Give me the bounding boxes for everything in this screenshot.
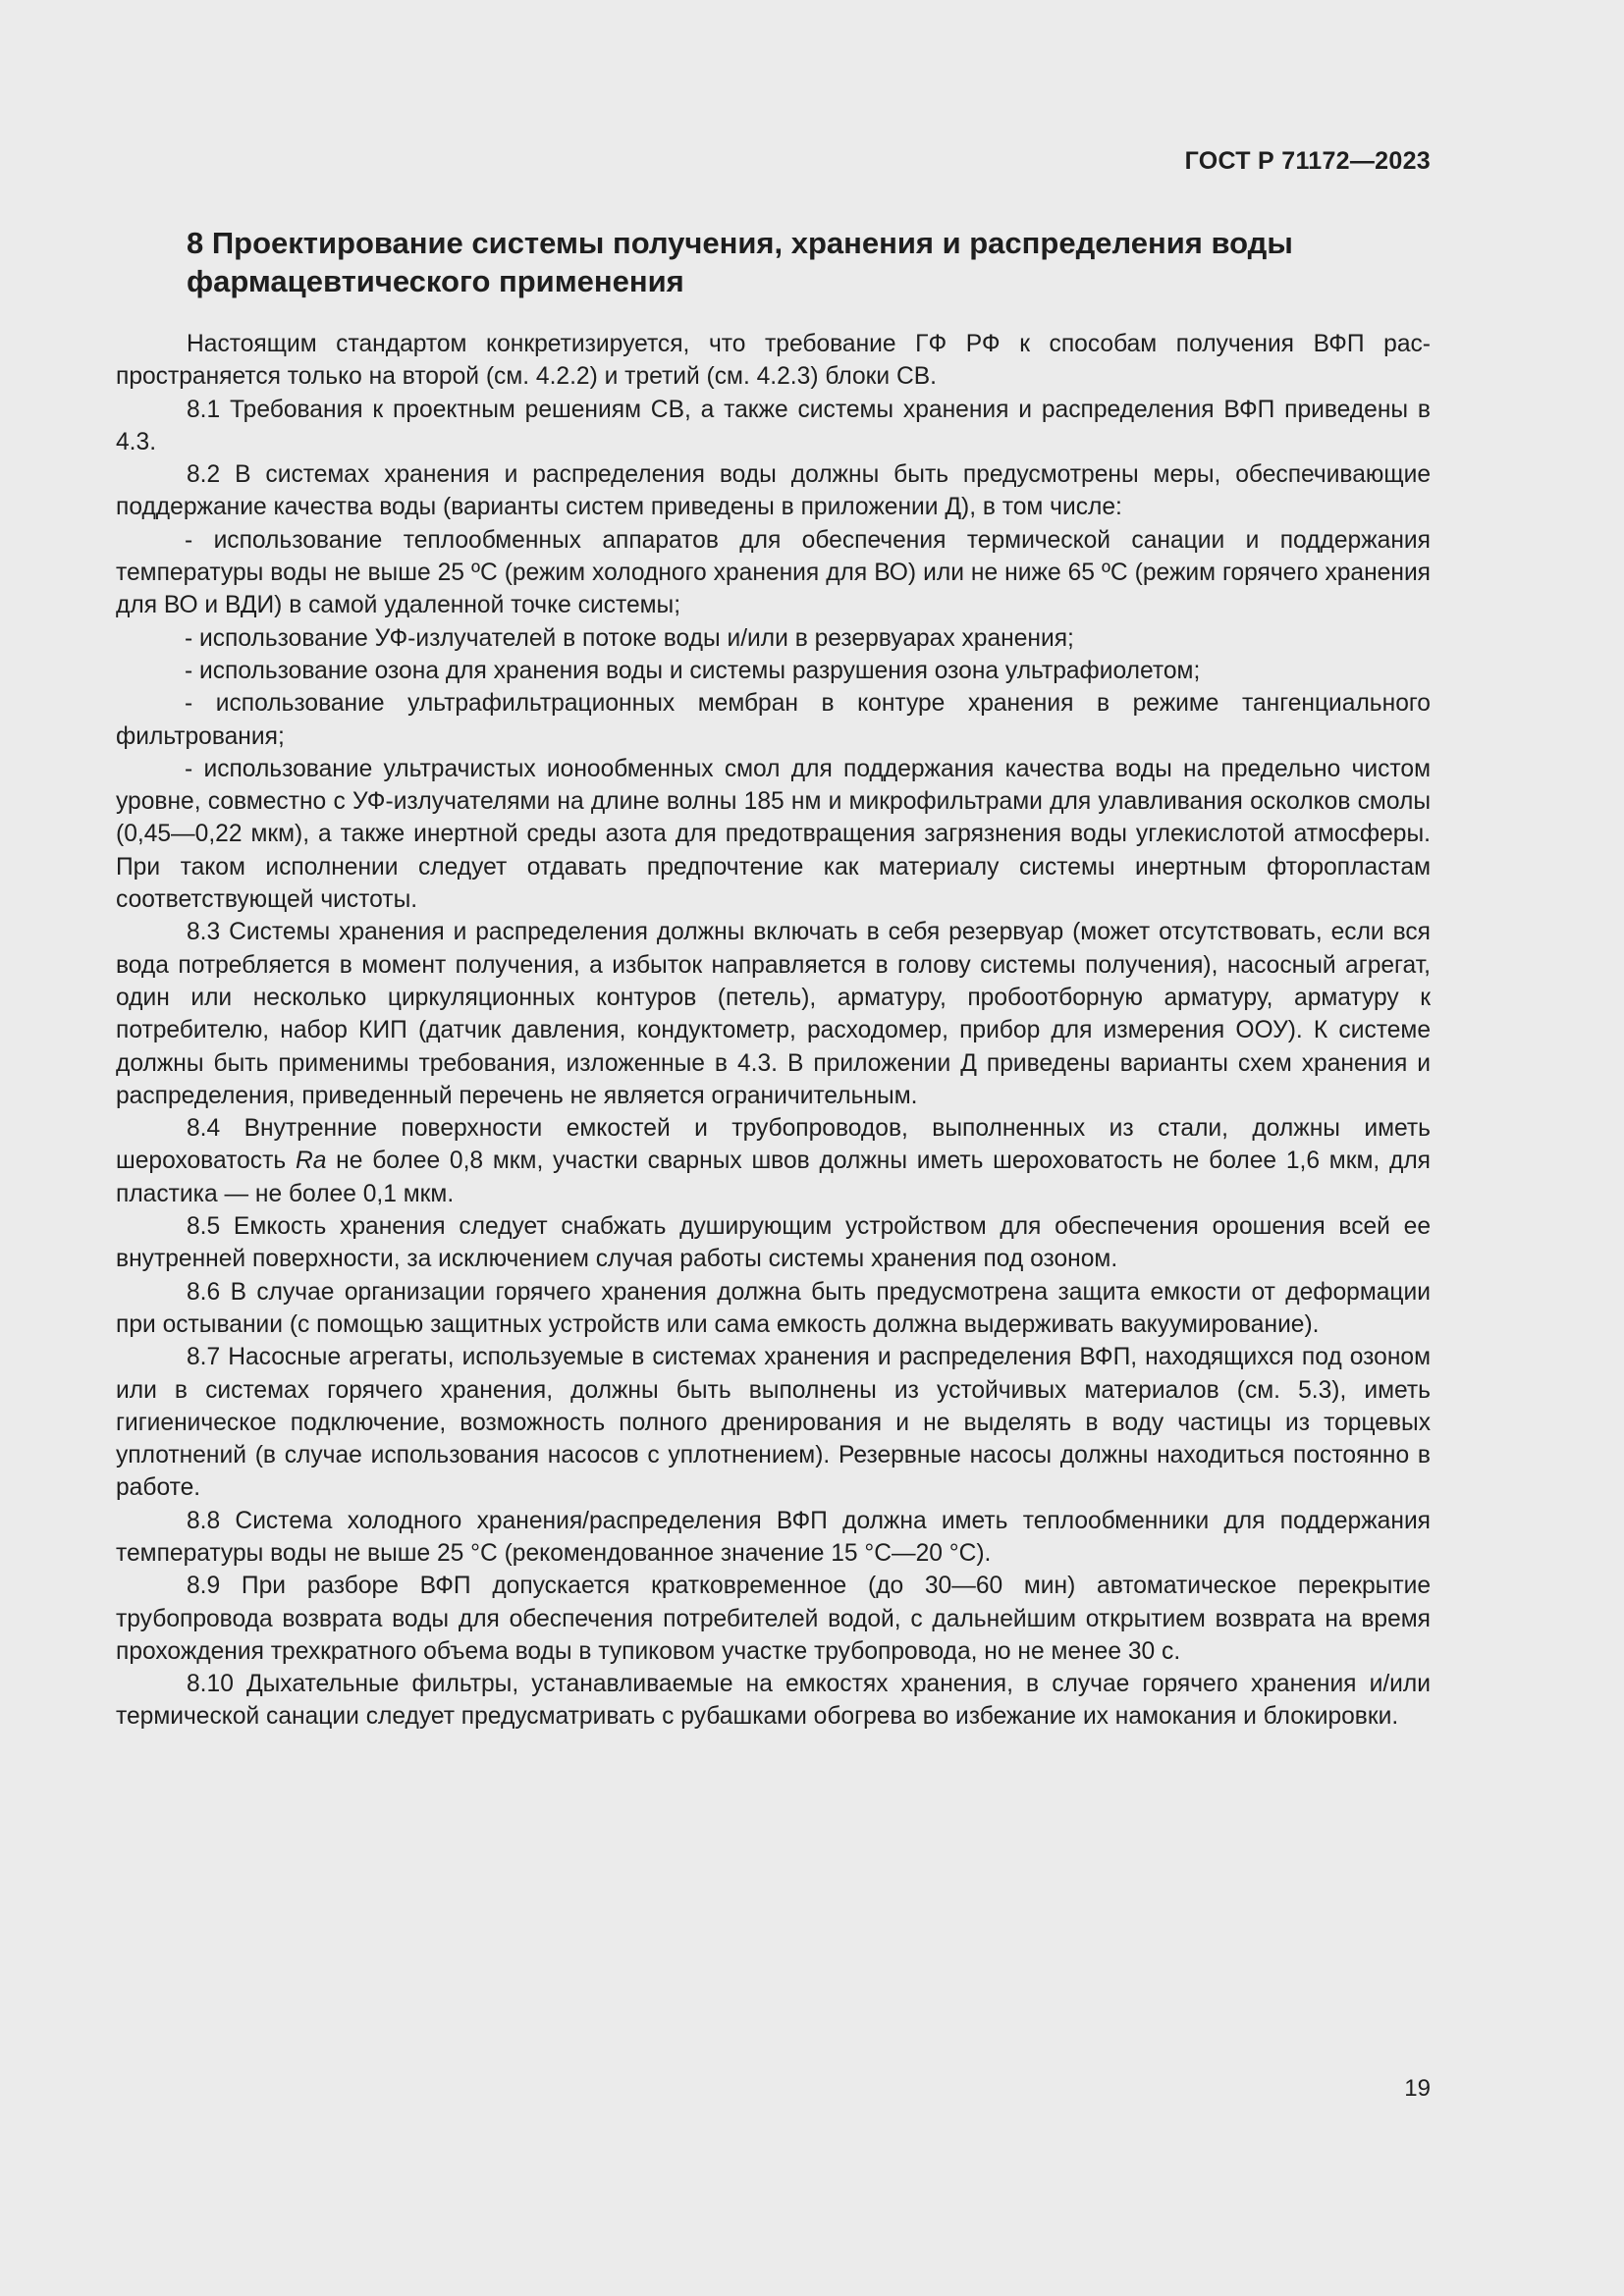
list-item: - использование ультрачистых ионообменных смол для поддержания качества воды на предельно чистом уровне, совместно с УФ-излучателями на длине волны 185 нм и микрофильтрами для улавливания осколков смолы (0,45—0,22 мкм), а также инертной среды азота для предотвращения загрязнения воды углекислотой атмосферы. При таком исполнении следует отдавать предпочтение как материалу системы инертным фторопластам соответствующей чистоты. [116,755,1431,914]
clause-8-7: 8.7 Насосные агрегаты, используемые в системах хранения и распределения ВФП, находящихся под озоном или в системах горячего хранения, должны быть выполнены из устойчивых материалов (см. 5.3), иметь гигиеническое подключение, возможность полного дренирования и не выделять в воду частицы из торцевых уплотнений (в случае использования насосов с уплотнением). Резервные насосы должны находиться постоянно в работе. [116,1344,1431,1502]
clause-8-6: 8.6 В случае организации горячего хранения должна быть предусмотрена защита емкости от деформации при остывании (с помощью защитных устройств или сама емкость должна выдерживать вакуумирование). [116,1278,1431,1338]
clause-8-10: 8.10 Дыхательные фильтры, устанавливаемые на емкостях хранения, в случае горячего хранения и/или термической санации следует предусматривать с рубашками обогрева во избежание их намокания и блокировки. [116,1671,1431,1731]
intro-paragraph: Настоящим стандартом конкретизируется, что требование ГФ РФ к способам получения ВФП распространяется только на второй (см. 4.2.2) и третий (см. 4.2.3) блоки СВ. [116,331,1431,391]
clause-8-2: 8.2 В системах хранения и распределения воды должны быть предусмотрены меры, обеспечивающие поддержание качества воды (варианты систем приведены в приложении Д), в том числе: [116,461,1431,521]
roughness-symbol: Ra [295,1148,327,1175]
list-item: - использование теплообменных аппаратов для обеспечения термической санации и поддержания температуры воды не выше 25 ºС (режим холодного хранения для ВО) или не ниже 65 ºС (режим горячего хранения для ВО и ВДИ) в самой удаленной точке системы; [116,526,1431,619]
clause-8-8: 8.8 Система холодного хранения/распределения ВФП должна иметь теплообменники для поддержания температуры воды не выше 25 °С (рекомендованное значение 15 °С—20 °С). [116,1507,1431,1567]
clause-8-4-text-start: 8.4 Внутренние поверхности емкостей и трубопроводов, выполненных из стали, должны иметь шероховатость [116,1115,1431,1175]
clause-8-1: 8.1 Требования к проектным решениям СВ, а также системы хранения и распределения ВФП приведены в 4.3. [116,396,1431,455]
clause-8-9: 8.9 При разборе ВФП допускается кратковременное (до 30—60 мин) автоматическое перекрытие трубопровода возврата воды для обеспечения потребителей водой, с дальнейшим открытием возврата на время прохождения трехкратного объема воды в тупиковом участке трубопровода, но не менее 30 с. [116,1573,1431,1665]
list-item: - использование озона для хранения воды и системы разрушения озона ультрафиолетом; [185,657,1201,684]
standard-code: ГОСТ Р 71172—2023 [1184,147,1431,175]
list-item: - использование УФ-излучателей в потоке воды и/или в резервуарах хранения; [185,624,1074,652]
clause-8-3: 8.3 Системы хранения и распределения должны включать в себя резервуар (может отсутствовать, если вся вода потребляется в момент получения, а избыток направляется в голову системы получения), насосный агрегат, один или несколько циркуляционных контуров (петель), арматуру, пробоотборную арматуру, арматуру к потребителю, набор КИП (датчик давления, кондуктометр, расходомер, прибор для измерения ООУ). К системе должны быть применимы требования, изложенные в 4.3. В приложении Д приведены варианты схем хранения и распределения, приведенный перечень не является ограничительным. [116,919,1431,1109]
clause-8-5: 8.5 Емкость хранения следует снабжать душирующим устройством для обеспечения орошения всей ее внутренней поверхности, за исключением случая работы системы хранения под озоном. [116,1213,1431,1273]
page-number: 19 [1404,2075,1431,2102]
list-item: - использование ультрафильтрационных мембран в контуре хранения в режиме тангенциального фильтрования; [116,690,1431,750]
clause-8-4-text-end: не более 0,8 мкм, участки сварных швов должны иметь шероховатость не более 1,6 мкм, для пластика — не более 0,1 мкм. [116,1148,1431,1207]
document-body [116,224,1431,1734]
clause-8-4 [116,1112,1431,1210]
section-title: 8 Проектирование системы получения, хранения и распределения воды фармацевтического применения [187,226,1293,298]
